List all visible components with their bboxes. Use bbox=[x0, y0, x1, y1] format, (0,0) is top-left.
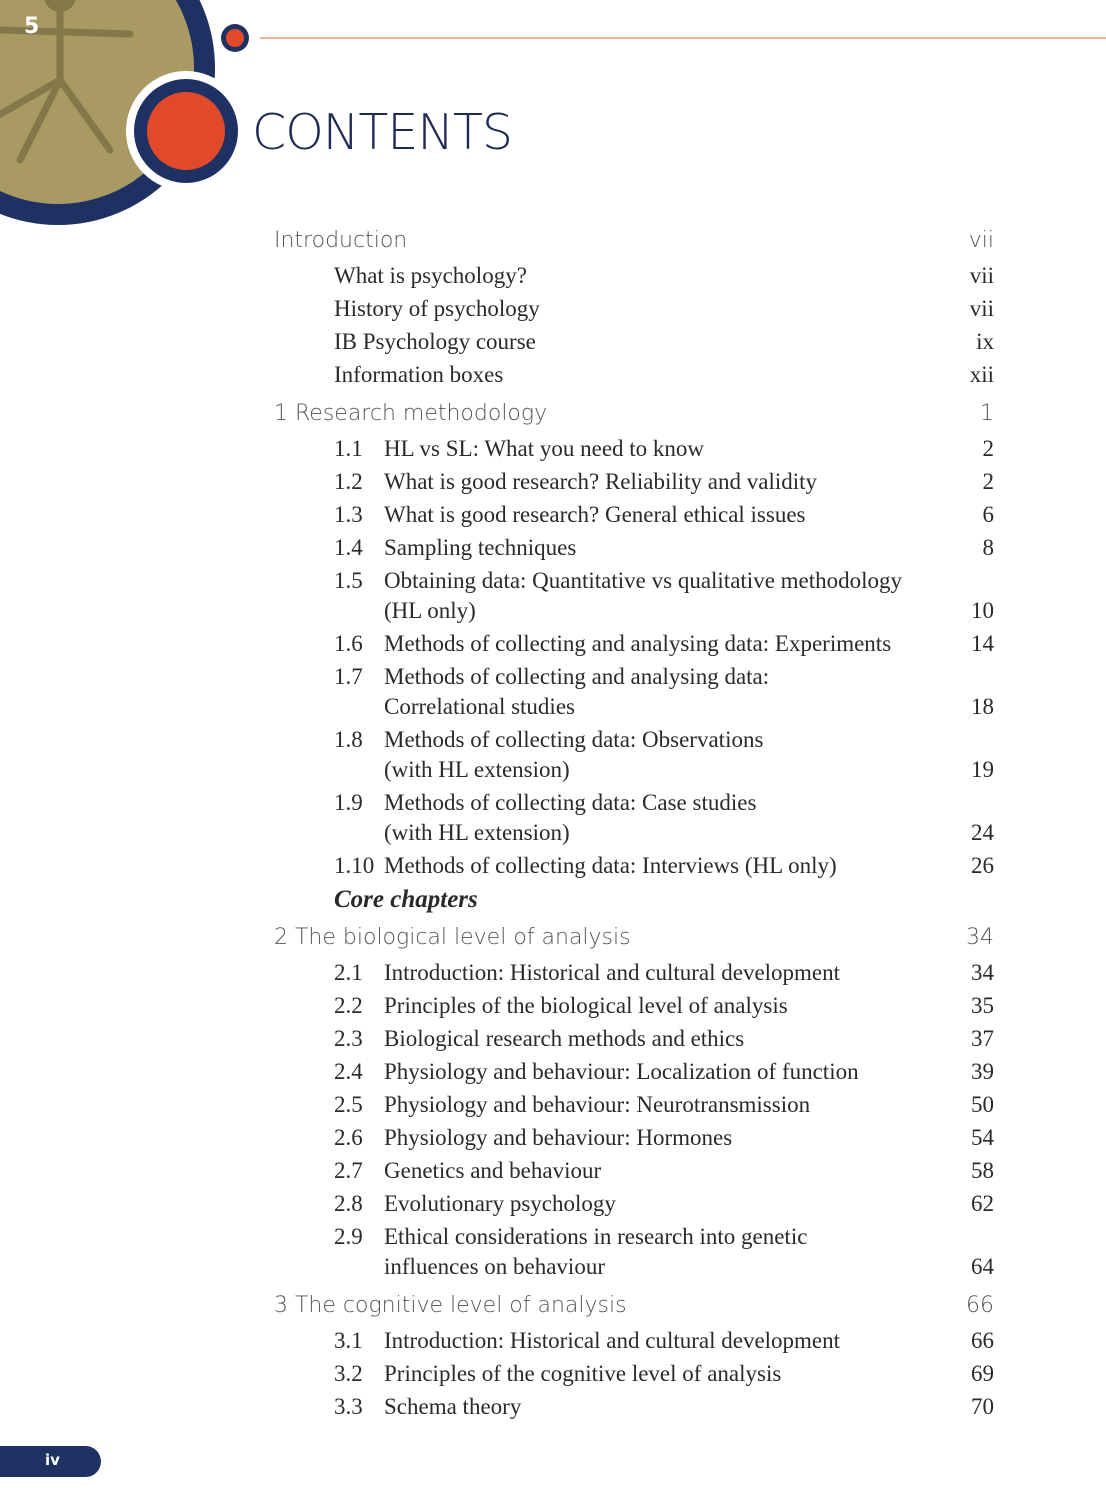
toc-item[interactable] bbox=[0, 1026, 1106, 1058]
core-chapters-text: Core chapters bbox=[334, 886, 478, 913]
toc-item[interactable] bbox=[0, 296, 1106, 328]
toc-item[interactable] bbox=[0, 727, 1106, 759]
item-title-line: Methods of collecting data: Case studies bbox=[384, 790, 757, 815]
item-page: 62 bbox=[971, 1191, 994, 1216]
item-page: 2 bbox=[982, 469, 994, 494]
item-title-line: (with HL extension) bbox=[384, 820, 570, 845]
toc-item-continuation[interactable] bbox=[0, 694, 1106, 726]
item-page: 50 bbox=[971, 1092, 994, 1117]
item-number: 1.10 bbox=[334, 853, 375, 878]
section-title: Introduction bbox=[274, 228, 408, 253]
section-page: 66 bbox=[966, 1293, 994, 1318]
item-page: ix bbox=[976, 329, 994, 354]
toc-item[interactable] bbox=[0, 664, 1106, 696]
item-title-line: Methods of collecting and analysing data: Experiments bbox=[384, 631, 892, 656]
item-title: IB Psychology course bbox=[334, 329, 536, 354]
toc-section-header[interactable] bbox=[0, 1293, 1106, 1325]
item-number: 2.8 bbox=[334, 1191, 363, 1216]
toc-item[interactable] bbox=[0, 1158, 1106, 1190]
toc-item[interactable] bbox=[0, 1224, 1106, 1256]
item-number: 3.1 bbox=[334, 1328, 363, 1353]
item-number: 3.3 bbox=[334, 1394, 363, 1419]
item-title-line: Methods of collecting and analysing data: bbox=[384, 664, 770, 689]
item-number: 1.1 bbox=[334, 436, 363, 461]
section-title: 1 Research methodology bbox=[274, 401, 548, 426]
toc-item-continuation[interactable] bbox=[0, 598, 1106, 630]
item-number: 1.4 bbox=[334, 535, 363, 560]
item-title-line: Physiology and behaviour: Hormones bbox=[384, 1125, 733, 1150]
item-title-line: Physiology and behaviour: Neurotransmission bbox=[384, 1092, 811, 1117]
item-title-line: (with HL extension) bbox=[384, 757, 570, 782]
item-number: 2.9 bbox=[334, 1224, 363, 1249]
page-number-tab bbox=[0, 1446, 101, 1477]
item-page: 54 bbox=[971, 1125, 994, 1150]
item-number: 2.1 bbox=[334, 960, 363, 985]
toc-item[interactable] bbox=[0, 1191, 1106, 1223]
toc-item[interactable] bbox=[0, 853, 1106, 885]
item-page: 8 bbox=[982, 535, 994, 560]
item-number: 3.2 bbox=[334, 1361, 363, 1386]
item-title-line: HL vs SL: What you need to know bbox=[384, 436, 705, 461]
item-page: 24 bbox=[971, 820, 994, 845]
toc-item[interactable] bbox=[0, 535, 1106, 567]
section-page: 1 bbox=[980, 401, 994, 426]
toc-item-continuation[interactable] bbox=[0, 820, 1106, 852]
page-title: CONTENTS bbox=[252, 104, 513, 161]
header-graphic bbox=[0, 0, 1106, 240]
item-number: 2.7 bbox=[334, 1158, 363, 1183]
toc-item[interactable] bbox=[0, 329, 1106, 361]
toc-item[interactable] bbox=[0, 1328, 1106, 1360]
toc-section-intro[interactable] bbox=[0, 228, 1106, 260]
toc-item[interactable] bbox=[0, 1394, 1106, 1426]
toc-section-header[interactable] bbox=[0, 925, 1106, 957]
item-title-line: Evolutionary psychology bbox=[384, 1191, 616, 1216]
item-title-line: Obtaining data: Quantitative vs qualitative methodology bbox=[384, 568, 903, 593]
item-page: 66 bbox=[971, 1328, 994, 1353]
item-title-line: Genetics and behaviour bbox=[384, 1158, 602, 1183]
item-title-line: Introduction: Historical and cultural development bbox=[384, 960, 841, 985]
item-number: 1.8 bbox=[334, 727, 363, 752]
item-number: 2.4 bbox=[334, 1059, 363, 1084]
item-page: 39 bbox=[971, 1059, 994, 1084]
item-title-line: Methods of collecting data: Interviews (HL only) bbox=[384, 853, 837, 878]
toc-item[interactable] bbox=[0, 502, 1106, 534]
toc-item-continuation[interactable] bbox=[0, 757, 1106, 789]
item-title-line: Principles of the biological level of analysis bbox=[384, 993, 788, 1018]
item-page: 70 bbox=[971, 1394, 994, 1419]
item-number: 1.6 bbox=[334, 631, 363, 656]
toc-item[interactable] bbox=[0, 1361, 1106, 1393]
toc-item[interactable] bbox=[0, 568, 1106, 600]
item-page: 2 bbox=[982, 436, 994, 461]
item-title-line: influences on behaviour bbox=[384, 1254, 605, 1279]
item-title: Information boxes bbox=[334, 362, 504, 387]
toc-item[interactable] bbox=[0, 436, 1106, 468]
item-page: 58 bbox=[971, 1158, 994, 1183]
section-page: 34 bbox=[966, 925, 994, 950]
item-title-line: (HL only) bbox=[384, 598, 476, 623]
item-title-line: What is good research? Reliability and validity bbox=[384, 469, 818, 494]
item-number: 2.6 bbox=[334, 1125, 363, 1150]
item-page: 34 bbox=[971, 960, 994, 985]
item-title-line: Schema theory bbox=[384, 1394, 522, 1419]
item-number: 1.9 bbox=[334, 790, 363, 815]
corner-number: 5 bbox=[24, 14, 40, 39]
section-title: 3 The cognitive level of analysis bbox=[274, 1293, 627, 1318]
toc-item[interactable] bbox=[0, 993, 1106, 1025]
toc-item-continuation[interactable] bbox=[0, 1254, 1106, 1286]
item-page: vii bbox=[969, 296, 994, 321]
item-page: 69 bbox=[971, 1361, 994, 1386]
page-number: iv bbox=[45, 1451, 60, 1469]
core-chapters-label bbox=[0, 886, 1106, 918]
item-title-line: Methods of collecting data: Observations bbox=[384, 727, 764, 752]
item-number: 2.3 bbox=[334, 1026, 363, 1051]
item-page: 64 bbox=[971, 1254, 994, 1279]
toc-item[interactable] bbox=[0, 790, 1106, 822]
item-page: vii bbox=[969, 263, 994, 288]
toc-item[interactable] bbox=[0, 469, 1106, 501]
toc-item[interactable] bbox=[0, 263, 1106, 295]
item-title-line: Physiology and behaviour: Localization of function bbox=[384, 1059, 859, 1084]
item-number: 2.2 bbox=[334, 993, 363, 1018]
item-page: 18 bbox=[971, 694, 994, 719]
toc-item[interactable] bbox=[0, 1125, 1106, 1157]
item-page: 10 bbox=[971, 598, 994, 623]
toc-item[interactable] bbox=[0, 362, 1106, 394]
toc-item[interactable] bbox=[0, 1092, 1106, 1124]
item-number: 1.5 bbox=[334, 568, 363, 593]
item-page: 35 bbox=[971, 993, 994, 1018]
item-page: xii bbox=[969, 362, 994, 387]
item-title-line: Correlational studies bbox=[384, 694, 575, 719]
section-title: 2 The biological level of analysis bbox=[274, 925, 631, 950]
toc-section-header[interactable] bbox=[0, 401, 1106, 433]
toc-item[interactable] bbox=[0, 960, 1106, 992]
item-page: 14 bbox=[971, 631, 994, 656]
item-number: 1.2 bbox=[334, 469, 363, 494]
item-title-line: Ethical considerations in research into genetic bbox=[384, 1224, 808, 1249]
orange-dot-small bbox=[226, 29, 244, 47]
item-page: 26 bbox=[971, 853, 994, 878]
item-title-line: Sampling techniques bbox=[384, 535, 577, 560]
section-page: vii bbox=[968, 228, 994, 253]
item-title-line: What is good research? General ethical issues bbox=[384, 502, 806, 527]
toc-item[interactable] bbox=[0, 631, 1106, 663]
item-title-line: Biological research methods and ethics bbox=[384, 1026, 745, 1051]
toc-item[interactable] bbox=[0, 1059, 1106, 1091]
orange-dot-large bbox=[147, 92, 225, 170]
item-number: 1.7 bbox=[334, 664, 363, 689]
item-title-line: Introduction: Historical and cultural development bbox=[384, 1328, 841, 1353]
item-title: What is psychology? bbox=[334, 263, 527, 288]
item-number: 2.5 bbox=[334, 1092, 363, 1117]
item-title-line: Principles of the cognitive level of analysis bbox=[384, 1361, 782, 1386]
item-page: 19 bbox=[971, 757, 994, 782]
item-page: 6 bbox=[982, 502, 994, 527]
item-title: History of psychology bbox=[334, 296, 540, 321]
item-page: 37 bbox=[971, 1026, 994, 1051]
item-number: 1.3 bbox=[334, 502, 363, 527]
